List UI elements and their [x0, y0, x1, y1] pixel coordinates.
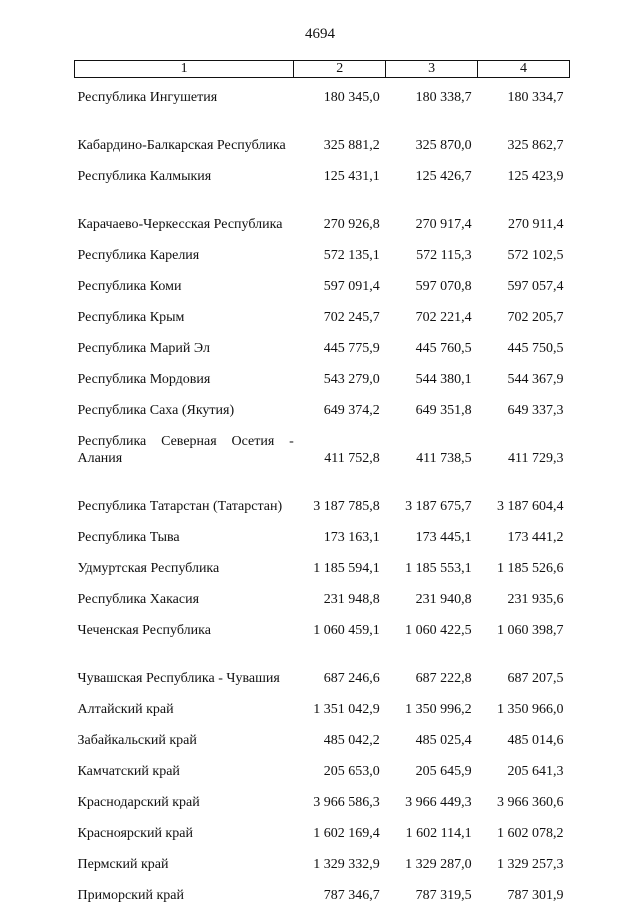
value-col-4: 572 102,5	[478, 236, 570, 267]
region-name: Удмуртская Республика	[75, 549, 294, 580]
value-col-3: 485 025,4	[386, 721, 478, 752]
value-col-3: 173 445,1	[386, 518, 478, 549]
table-row	[75, 360, 570, 391]
table-body	[75, 78, 570, 907]
table-row	[75, 783, 570, 814]
page-number: 4694	[0, 26, 640, 43]
value-col-2: 1 351 042,9	[294, 690, 386, 721]
value-col-2: 3 966 586,3	[294, 783, 386, 814]
region-name: Республика Хакасия	[75, 580, 294, 611]
value-col-4: 411 729,3	[478, 422, 570, 470]
value-col-4: 3 966 360,6	[478, 783, 570, 814]
table-row	[75, 188, 570, 236]
value-col-3: 702 221,4	[386, 298, 478, 329]
region-name: Краснодарский край	[75, 783, 294, 814]
value-col-3: 325 870,0	[386, 109, 478, 157]
value-col-4: 231 935,6	[478, 580, 570, 611]
value-col-3: 572 115,3	[386, 236, 478, 267]
value-col-2: 649 374,2	[294, 391, 386, 422]
header-col-1: 1	[75, 61, 294, 78]
header-col-3: 3	[386, 61, 478, 78]
value-col-4: 1 329 257,3	[478, 845, 570, 876]
value-col-4: 1 185 526,6	[478, 549, 570, 580]
region-name: Республика Марий Эл	[75, 329, 294, 360]
table-row	[75, 157, 570, 188]
value-col-4: 173 441,2	[478, 518, 570, 549]
region-name: Чеченская Республика	[75, 611, 294, 642]
value-col-2: 205 653,0	[294, 752, 386, 783]
region-name: Пермский край	[75, 845, 294, 876]
value-col-3: 649 351,8	[386, 391, 478, 422]
table-row	[75, 814, 570, 845]
value-col-3: 544 380,1	[386, 360, 478, 391]
value-col-2: 325 881,2	[294, 109, 386, 157]
region-name: Республика Коми	[75, 267, 294, 298]
value-col-4: 205 641,3	[478, 752, 570, 783]
value-col-3: 787 319,5	[386, 876, 478, 907]
value-col-3: 3 966 449,3	[386, 783, 478, 814]
value-col-3: 205 645,9	[386, 752, 478, 783]
value-col-2: 1 185 594,1	[294, 549, 386, 580]
region-name: Карачаево-Черкесская Республика	[75, 188, 294, 236]
value-col-3: 231 940,8	[386, 580, 478, 611]
value-col-2: 270 926,8	[294, 188, 386, 236]
value-col-4: 485 014,6	[478, 721, 570, 752]
region-name: Чувашская Республика - Чувашия	[75, 642, 294, 690]
value-col-2: 1 329 332,9	[294, 845, 386, 876]
table-row	[75, 329, 570, 360]
table-header	[75, 61, 570, 78]
value-col-3: 1 060 422,5	[386, 611, 478, 642]
region-name: Республика Мордовия	[75, 360, 294, 391]
region-name: Республика Крым	[75, 298, 294, 329]
value-col-3: 3 187 675,7	[386, 470, 478, 518]
table-row	[75, 518, 570, 549]
table-row	[75, 391, 570, 422]
table-row	[75, 267, 570, 298]
table-row	[75, 752, 570, 783]
region-name: Камчатский край	[75, 752, 294, 783]
value-col-4: 649 337,3	[478, 391, 570, 422]
value-col-4: 180 334,7	[478, 78, 570, 110]
value-col-2: 180 345,0	[294, 78, 386, 110]
value-col-3: 597 070,8	[386, 267, 478, 298]
header-col-2: 2	[294, 61, 386, 78]
value-col-4: 787 301,9	[478, 876, 570, 907]
value-col-2: 687 246,6	[294, 642, 386, 690]
value-col-2: 597 091,4	[294, 267, 386, 298]
table-row	[75, 721, 570, 752]
value-col-2: 787 346,7	[294, 876, 386, 907]
value-col-2: 411 752,8	[294, 422, 386, 470]
value-col-3: 445 760,5	[386, 329, 478, 360]
region-name: Приморский край	[75, 876, 294, 907]
value-col-3: 1 329 287,0	[386, 845, 478, 876]
value-col-3: 1 185 553,1	[386, 549, 478, 580]
region-name: Забайкальский край	[75, 721, 294, 752]
value-col-4: 597 057,4	[478, 267, 570, 298]
region-name: Республика Татарстан (Татарстан)	[75, 470, 294, 518]
value-col-2: 485 042,2	[294, 721, 386, 752]
value-col-4: 1 060 398,7	[478, 611, 570, 642]
region-name: Республика Калмыкия	[75, 157, 294, 188]
table-row	[75, 642, 570, 690]
value-col-4: 325 862,7	[478, 109, 570, 157]
header-row	[75, 61, 570, 78]
region-name: Республика Северная Осетия - Алания	[75, 422, 294, 470]
table-row	[75, 580, 570, 611]
value-col-3: 270 917,4	[386, 188, 478, 236]
value-col-4: 445 750,5	[478, 329, 570, 360]
table-row	[75, 876, 570, 907]
region-name: Республика Карелия	[75, 236, 294, 267]
value-col-2: 231 948,8	[294, 580, 386, 611]
table-row	[75, 422, 570, 470]
table-row	[75, 78, 570, 110]
region-name: Кабардино-Балкарская Республика	[75, 109, 294, 157]
value-col-2: 3 187 785,8	[294, 470, 386, 518]
value-col-3: 411 738,5	[386, 422, 478, 470]
value-col-3: 1 350 996,2	[386, 690, 478, 721]
table-row	[75, 549, 570, 580]
value-col-3: 1 602 114,1	[386, 814, 478, 845]
table-row	[75, 470, 570, 518]
region-name: Республика Саха (Якутия)	[75, 391, 294, 422]
table-row	[75, 236, 570, 267]
table-row	[75, 611, 570, 642]
region-name: Республика Ингушетия	[75, 78, 294, 110]
value-col-4: 687 207,5	[478, 642, 570, 690]
value-col-2: 445 775,9	[294, 329, 386, 360]
header-col-4: 4	[478, 61, 570, 78]
value-col-2: 173 163,1	[294, 518, 386, 549]
value-col-4: 270 911,4	[478, 188, 570, 236]
value-col-4: 125 423,9	[478, 157, 570, 188]
value-col-2: 702 245,7	[294, 298, 386, 329]
value-col-2: 572 135,1	[294, 236, 386, 267]
value-col-3: 180 338,7	[386, 78, 478, 110]
value-col-3: 687 222,8	[386, 642, 478, 690]
value-col-3: 125 426,7	[386, 157, 478, 188]
data-table	[74, 60, 570, 907]
value-col-4: 3 187 604,4	[478, 470, 570, 518]
value-col-2: 125 431,1	[294, 157, 386, 188]
region-name: Алтайский край	[75, 690, 294, 721]
value-col-4: 1 602 078,2	[478, 814, 570, 845]
value-col-2: 1 060 459,1	[294, 611, 386, 642]
value-col-4: 1 350 966,0	[478, 690, 570, 721]
table-row	[75, 298, 570, 329]
value-col-2: 1 602 169,4	[294, 814, 386, 845]
table-row	[75, 845, 570, 876]
value-col-4: 544 367,9	[478, 360, 570, 391]
region-name: Республика Тыва	[75, 518, 294, 549]
value-col-4: 702 205,7	[478, 298, 570, 329]
value-col-2: 543 279,0	[294, 360, 386, 391]
table-row	[75, 690, 570, 721]
table-row	[75, 109, 570, 157]
region-name: Красноярский край	[75, 814, 294, 845]
